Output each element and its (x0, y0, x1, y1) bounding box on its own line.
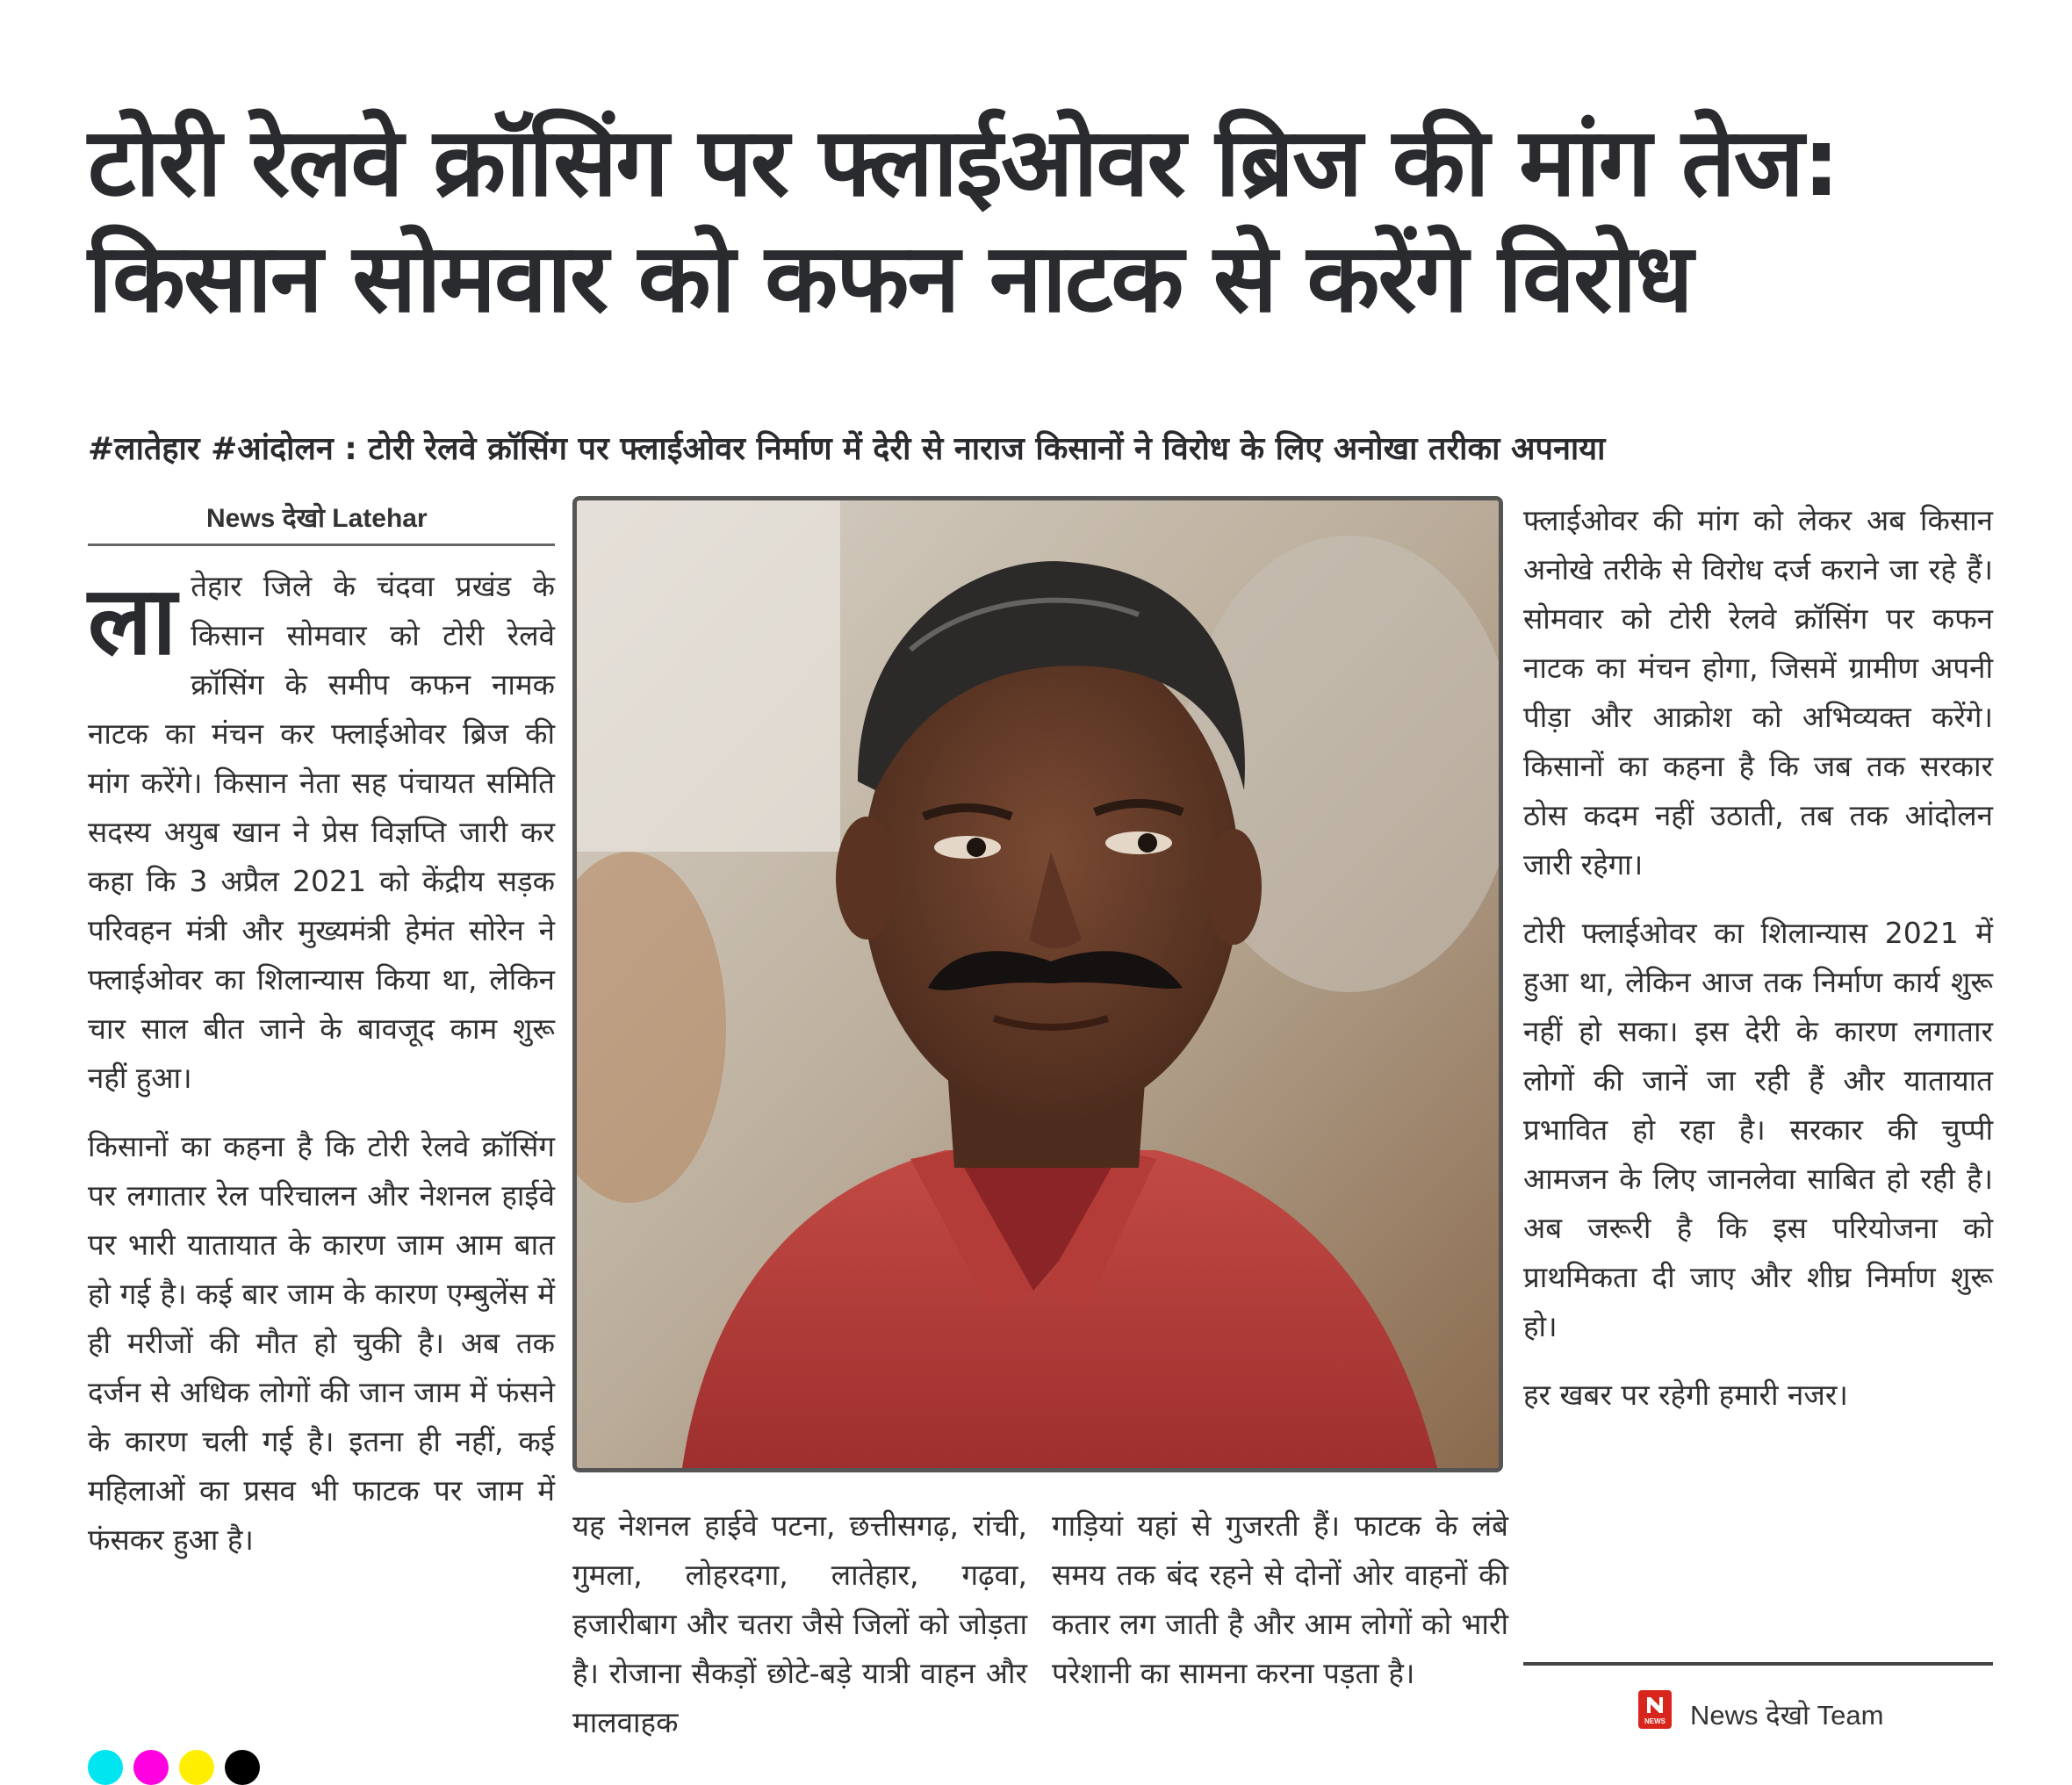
closing-tagline: हर खबर पर रहेगी हमारी नजर। (1523, 1378, 1848, 1412)
portrait-image (577, 500, 1499, 1468)
footer-team-credit (1690, 1696, 1883, 1733)
cyan-dot (88, 1750, 123, 1785)
article-photo (572, 496, 1503, 1472)
paragraph-3: फ्लाईओवर की मांग को लेकर अब किसान अनोखे तरीके से विरोध दर्ज कराने जा रहे हैं। सोमवार को टोरी रेलवे क्रॉसिंग पर कफन नाटक का मंचन होगा, जिसमें ग्रामीण अपनी पीड़ा और आक्रोश को अभिव्यक्त करेंगे। किसानों का कहना है कि जब तक सरकार ठोस कदम नहीं उठाती, तब तक आंदोलन जारी रहेगा। (1523, 503, 1993, 882)
magenta-dot (133, 1750, 169, 1785)
paragraph-4: टोरी फ्लाईओवर का शिलान्यास 2021 में हुआ था, लेकिन आज तक निर्माण कार्य शुरू नहीं हो सका। इस देरी के कारण लगातार लोगों की जानें जा रही हैं और यातायात प्रभावित हो रहा है। सरकार की चुप्पी आमजन के लिए जानलेवा साबित हो रही है। अब जरूरी है कि इस परियोजना को प्राथमिकता दी जाए और शीघ्र निर्माण शुरू हो। (1523, 916, 1993, 1343)
byline-divider (88, 543, 555, 546)
article-column-below-photo-left (572, 1501, 1027, 1767)
paragraph-2: किसानों का कहना है कि टोरी रेलवे क्रॉसिंग पर लगातार रेल परिचालन और नेशनल हाईवे पर भारी यातायात के कारण जाम आम बात हो गई है। कई बार जाम के कारण एम्बुलेंस में ही मरीजों की मौत हो चुकी है। अब तक दर्जन से अधिक लोगों की जान जाम में फंसने के कारण चली गई है। इतना ही नहीं, कई महिलाओं का प्रसव भी फाटक पर जाम में फंसकर हुआ है। (88, 1129, 555, 1557)
yellow-dot (179, 1750, 214, 1785)
drop-cap: ला (88, 566, 177, 676)
news-dekho-logo-icon (1638, 1690, 1672, 1729)
black-dot (225, 1750, 260, 1785)
paragraph-below-photo-right: गाड़ियां यहां से गुजरती हैं। फाटक के लंबे समय तक बंद रहने से दोनों ओर वाहनों की कतार लग जाती है और आम लोगों को भारी परेशानी का सामना करना पड़ता है। (1052, 1508, 1508, 1690)
article-column-below-photo-right (1052, 1501, 1508, 1717)
paragraph-below-photo-left: यह नेशनल हाईवे पटना, छत्तीसगढ़, रांची, गुमला, लोहरदगा, लातेहार, गढ़वा, हजारीबाग और चतरा जैसे जिलों को जोड़ता है। रोजाना सैकड़ों छोटे-बड़े यात्री वाहन और मालवाहक (572, 1508, 1027, 1739)
headline: टोरी रेलवे क्रॉसिंग पर फ्लाईओवर ब्रिज की मांग तेज: किसान सोमवार को कफन नाटक से करेंगे विरोध (88, 108, 1839, 334)
footer-divider (1523, 1662, 1993, 1666)
article-column-1 (88, 562, 555, 1584)
article-column-3 (1523, 496, 1993, 1439)
byline: News देखो Latehar (206, 504, 428, 533)
team-label: News देखो Team (1690, 1700, 1884, 1731)
subheadline: #लातेहार #आंदोलन : टोरी रेलवे क्रॉसिंग पर फ्लाईओवर निर्माण में देरी से नाराज किसानों ने विरोध के लिए अनोखा तरीका अपनाया (88, 431, 1606, 467)
paragraph-1-text: तेहार जिले के चंदवा प्रखंड के किसान सोमवार को टोरी रेलवे क्रॉसिंग के समीप कफन नामक नाटक का मंचन कर फ्लाईओवर ब्रिज की मांग करेंगे। किसान नेता सह पंचायत समिति सदस्य अयुब खान ने प्रेस विज्ञप्ति जारी कर कहा कि 3 अप्रैल 2021 को केंद्रीय सड़क परिवहन मंत्री और मुख्यमंत्री हेमंत सोरेन ने फ्लाईओवर का शिलान्यास किया था, लेकिन चार साल बीत जाने के बावजूद काम शुरू नहीं हुआ। (88, 569, 555, 1095)
paragraph-1 (88, 562, 555, 1103)
logo-text: NEWS (1644, 1717, 1666, 1725)
